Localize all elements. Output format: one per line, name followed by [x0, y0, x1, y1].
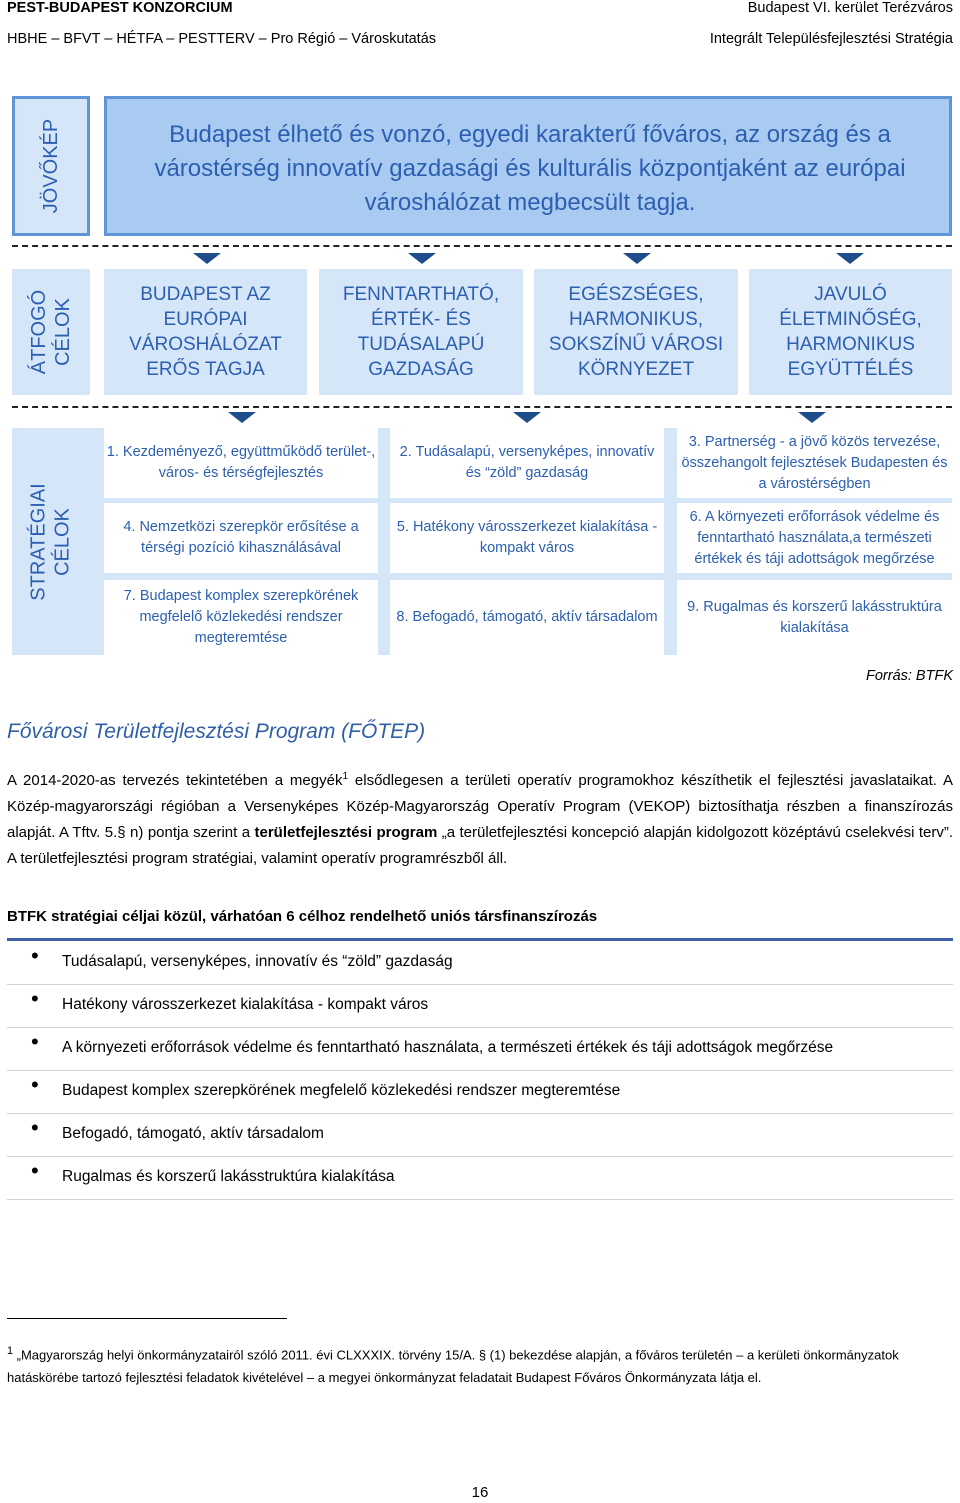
strategy-diagram	[0, 88, 960, 663]
vision-text: Budapest élhető és vonzó, egyedi karakterű főváros, az ország és a várostérség innovatív gazdasági és kulturális központjaként az európai városhálózat megbecsült tagja.	[154, 121, 906, 216]
strategic-goal-3: 3. Partnerség - a jövő közös tervezése, összehangolt fejlesztések Budapesten és a várostérségben	[677, 428, 952, 498]
strategic-goal-8: 8. Befogadó, támogató, aktív társadalom	[390, 580, 664, 655]
overall-goal-2: FENNTARTHATÓ, ÉRTÉK- ÉS TUDÁSALAPÚ GAZDASÁG	[319, 269, 523, 395]
divider-line	[12, 406, 952, 408]
footnote-number: 1	[7, 1345, 14, 1357]
arrow-down-icon	[228, 412, 256, 423]
strategic-goals-label: STRATÉGIAI CÉLOK	[28, 482, 75, 601]
list-item: • Befogadó, támogató, aktív társadalom	[7, 1114, 953, 1157]
body-paragraph: A 2014-2020-as tervezés tekintetében a megyék$^1$ elsődlegesen a területi operatív programokhoz készíthetik el fejlesztési javaslataikat. A Közép-magyarországi régióban a Versenyképes Közép-Magyarország Operatív Program (VEKOP) biztosíthatja részben a finanszírozás alapját. A Tftv. 5.§ n) pontja szerint a területfejlesztési program „a területfejlesztési koncepció alapján kidolgozott középtávú cselekvési terv”. A területfejlesztési program stratégiai, valamint operatív programrészből áll.	[7, 771, 954, 867]
list-item: • A környezeti erőforrások védelme és fenntartható használata, a természeti értékek és táji adottságok megőrzése	[7, 1028, 953, 1071]
strategic-goal-2: 2. Tudásalapú, versenyképes, innovatív és “zöld” gazdaság	[390, 428, 664, 498]
strategic-goal-9: 9. Rugalmas és korszerű lakásstruktúra kialakítása	[677, 580, 952, 655]
partner-list: HBHE – BFVT – HÉTFA – PESTTERV – Pro Régió – Városkutatás	[7, 31, 437, 47]
page-header-top	[7, 0, 953, 22]
arrow-down-icon	[193, 253, 221, 264]
overall-goal-4: JAVULÓ ÉLETMINŐSÉG, HARMONIKUS EGYÜTTÉLÉS	[749, 269, 952, 395]
overall-goal-1: BUDAPEST AZ EURÓPAI VÁROSHÁLÓZAT ERŐS TAGJA	[104, 269, 307, 395]
footnote-ref[interactable]: 1	[342, 771, 349, 782]
divider-line	[12, 245, 952, 247]
list-item: • Rugalmas és korszerű lakásstruktúra kialakítása	[7, 1157, 953, 1200]
consortium-name: PEST-BUDAPEST KONZORCIUM	[7, 0, 233, 16]
document-title: Integrált Településfejlesztési Stratégia	[709, 31, 953, 47]
strategic-goal-7: 7. Budapest komplex szerepkörének megfelelő közlekedési rendszer megteremtése	[104, 580, 378, 655]
section-title: Fővárosi Területfejlesztési Program (FŐTEP)	[7, 720, 426, 743]
list-item: • Budapest komplex szerepkörének megfelelő közlekedési rendszer megteremtése	[7, 1071, 953, 1114]
goal-list	[7, 942, 953, 1200]
source-note: Forrás: BTFK	[865, 668, 953, 684]
strategic-goal-4: 4. Nemzetközi szerepkör erősítése a térségi pozíció kihasználásával	[104, 503, 378, 573]
strategic-goal-6: 6. A környezeti erőforrások védelme és fenntartható használata,a természeti értékek és táji adottságok megőrzése	[677, 503, 952, 573]
strategic-goal-1: 1. Kezdeményező, együttműködő terület-, város- és térségfejlesztés	[104, 428, 378, 498]
district-name: Budapest VI. kerület Terézváros	[747, 0, 953, 16]
arrow-down-icon	[513, 412, 541, 423]
arrow-down-icon	[836, 253, 864, 264]
arrow-down-icon	[623, 253, 651, 264]
list-item: • Tudásalapú, versenyképes, innovatív és “zöld” gazdaság	[7, 942, 953, 985]
footnote: $^1$ „Magyarország helyi önkormányzatairól szóló 2011. évi CLXXXIX. törvény 15/A. § (1) bekezdése alapján, a főváros területén – a kerületi önkormányzatok hatáskörébe tartozó fejlesztési feladatok kivételével – a megyei önkormányzat feladatait Budapest Főváros Önkormányzata látja el.	[7, 1345, 899, 1386]
overall-goals-label: ÁTFOGÓ CÉLOK	[28, 289, 75, 375]
vision-label: JÖVŐKÉP	[40, 118, 63, 214]
list-heading: BTFK stratégiai céljai közül, várhatóan 6 célhoz rendelhető uniós társfinanszírozás	[7, 908, 598, 925]
arrow-down-icon	[798, 412, 826, 423]
footnote-rule	[7, 1318, 287, 1319]
list-item: • Hatékony városszerkezet kialakítása - kompakt város	[7, 985, 953, 1028]
arrow-down-icon	[408, 253, 436, 264]
page-number: 16	[471, 1484, 489, 1501]
overall-goal-3: EGÉSZSÉGES, HARMONIKUS, SOKSZÍNŰ VÁROSI KÖRNYEZET	[534, 269, 738, 395]
overall-goals-label-box	[12, 269, 90, 395]
strategic-goal-5: 5. Hatékony városszerkezet kialakítása - kompakt város	[390, 503, 664, 573]
heading-rule	[7, 938, 953, 941]
page-header-bottom	[7, 31, 953, 53]
